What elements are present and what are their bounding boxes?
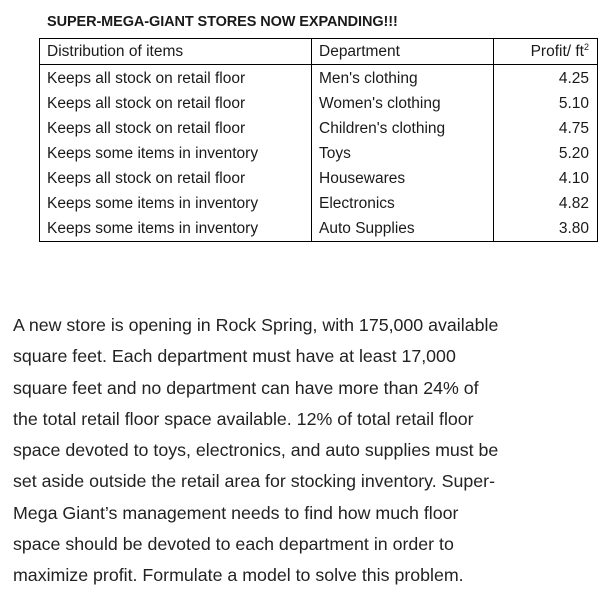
header-department: Department [312,39,494,65]
table-row [40,216,598,242]
problem-line: square feet and no department can have more than 24% of [13,377,479,398]
table-row [40,116,598,141]
cell-profit: 4.25 [558,70,589,87]
cell-profit: 5.20 [558,145,589,162]
cell-distribution: Keeps some items in inventory [40,141,312,166]
cell-profit: 4.10 [558,170,589,187]
header-distribution: Distribution of items [40,39,312,65]
problem-line: square feet. Each department must have at least 17,000 [13,346,456,367]
cell-profit: 4.75 [558,120,589,137]
cell-department: Women's clothing [312,91,494,116]
cell-department: Electronics [312,191,494,216]
table-row [40,141,598,166]
table-title: SUPER-MEGA-GIANT STORES NOW EXPANDING!!! [47,14,398,30]
cell-department: Auto Supplies [312,216,494,242]
cell-profit: 5.10 [558,95,589,112]
problem-line: Mega Giant’s management needs to find how much floor [13,502,459,523]
header-profit [494,39,598,65]
cell-department: Toys [312,141,494,166]
cell-department: Children's clothing [312,116,494,141]
cell-profit: 4.82 [558,195,589,212]
problem-statement [13,310,579,592]
problem-line: maximize profit. Formulate a model to solve this problem. [13,565,464,586]
table-row [40,65,598,92]
problem-line: space should be devoted to each department in order to [13,534,454,555]
header-profit-label: Profit/ ft [530,43,584,60]
problem-line: space devoted to toys, electronics, and auto supplies must be [13,440,499,461]
table-row [40,191,598,216]
cell-distribution: Keeps some items in inventory [40,191,312,216]
header-profit-superscript: 2 [583,41,589,52]
table-header-row [40,39,598,65]
cell-distribution: Keeps all stock on retail floor [40,116,312,141]
table-row [40,91,598,116]
cell-distribution: Keeps all stock on retail floor [40,65,312,92]
cell-distribution: Keeps some items in inventory [40,216,312,242]
problem-line: set aside outside the retail area for stocking inventory. Super- [13,471,495,492]
cell-distribution: Keeps all stock on retail floor [40,91,312,116]
departments-table [39,38,598,242]
table-row [40,166,598,191]
cell-department: Housewares [312,166,494,191]
problem-line: the total retail floor space available. 12% of total retail floor [13,408,474,429]
cell-distribution: Keeps all stock on retail floor [40,166,312,191]
problem-line: A new store is opening in Rock Spring, with 175,000 available [13,315,499,335]
cell-profit: 3.80 [558,220,589,237]
cell-department: Men's clothing [312,65,494,92]
